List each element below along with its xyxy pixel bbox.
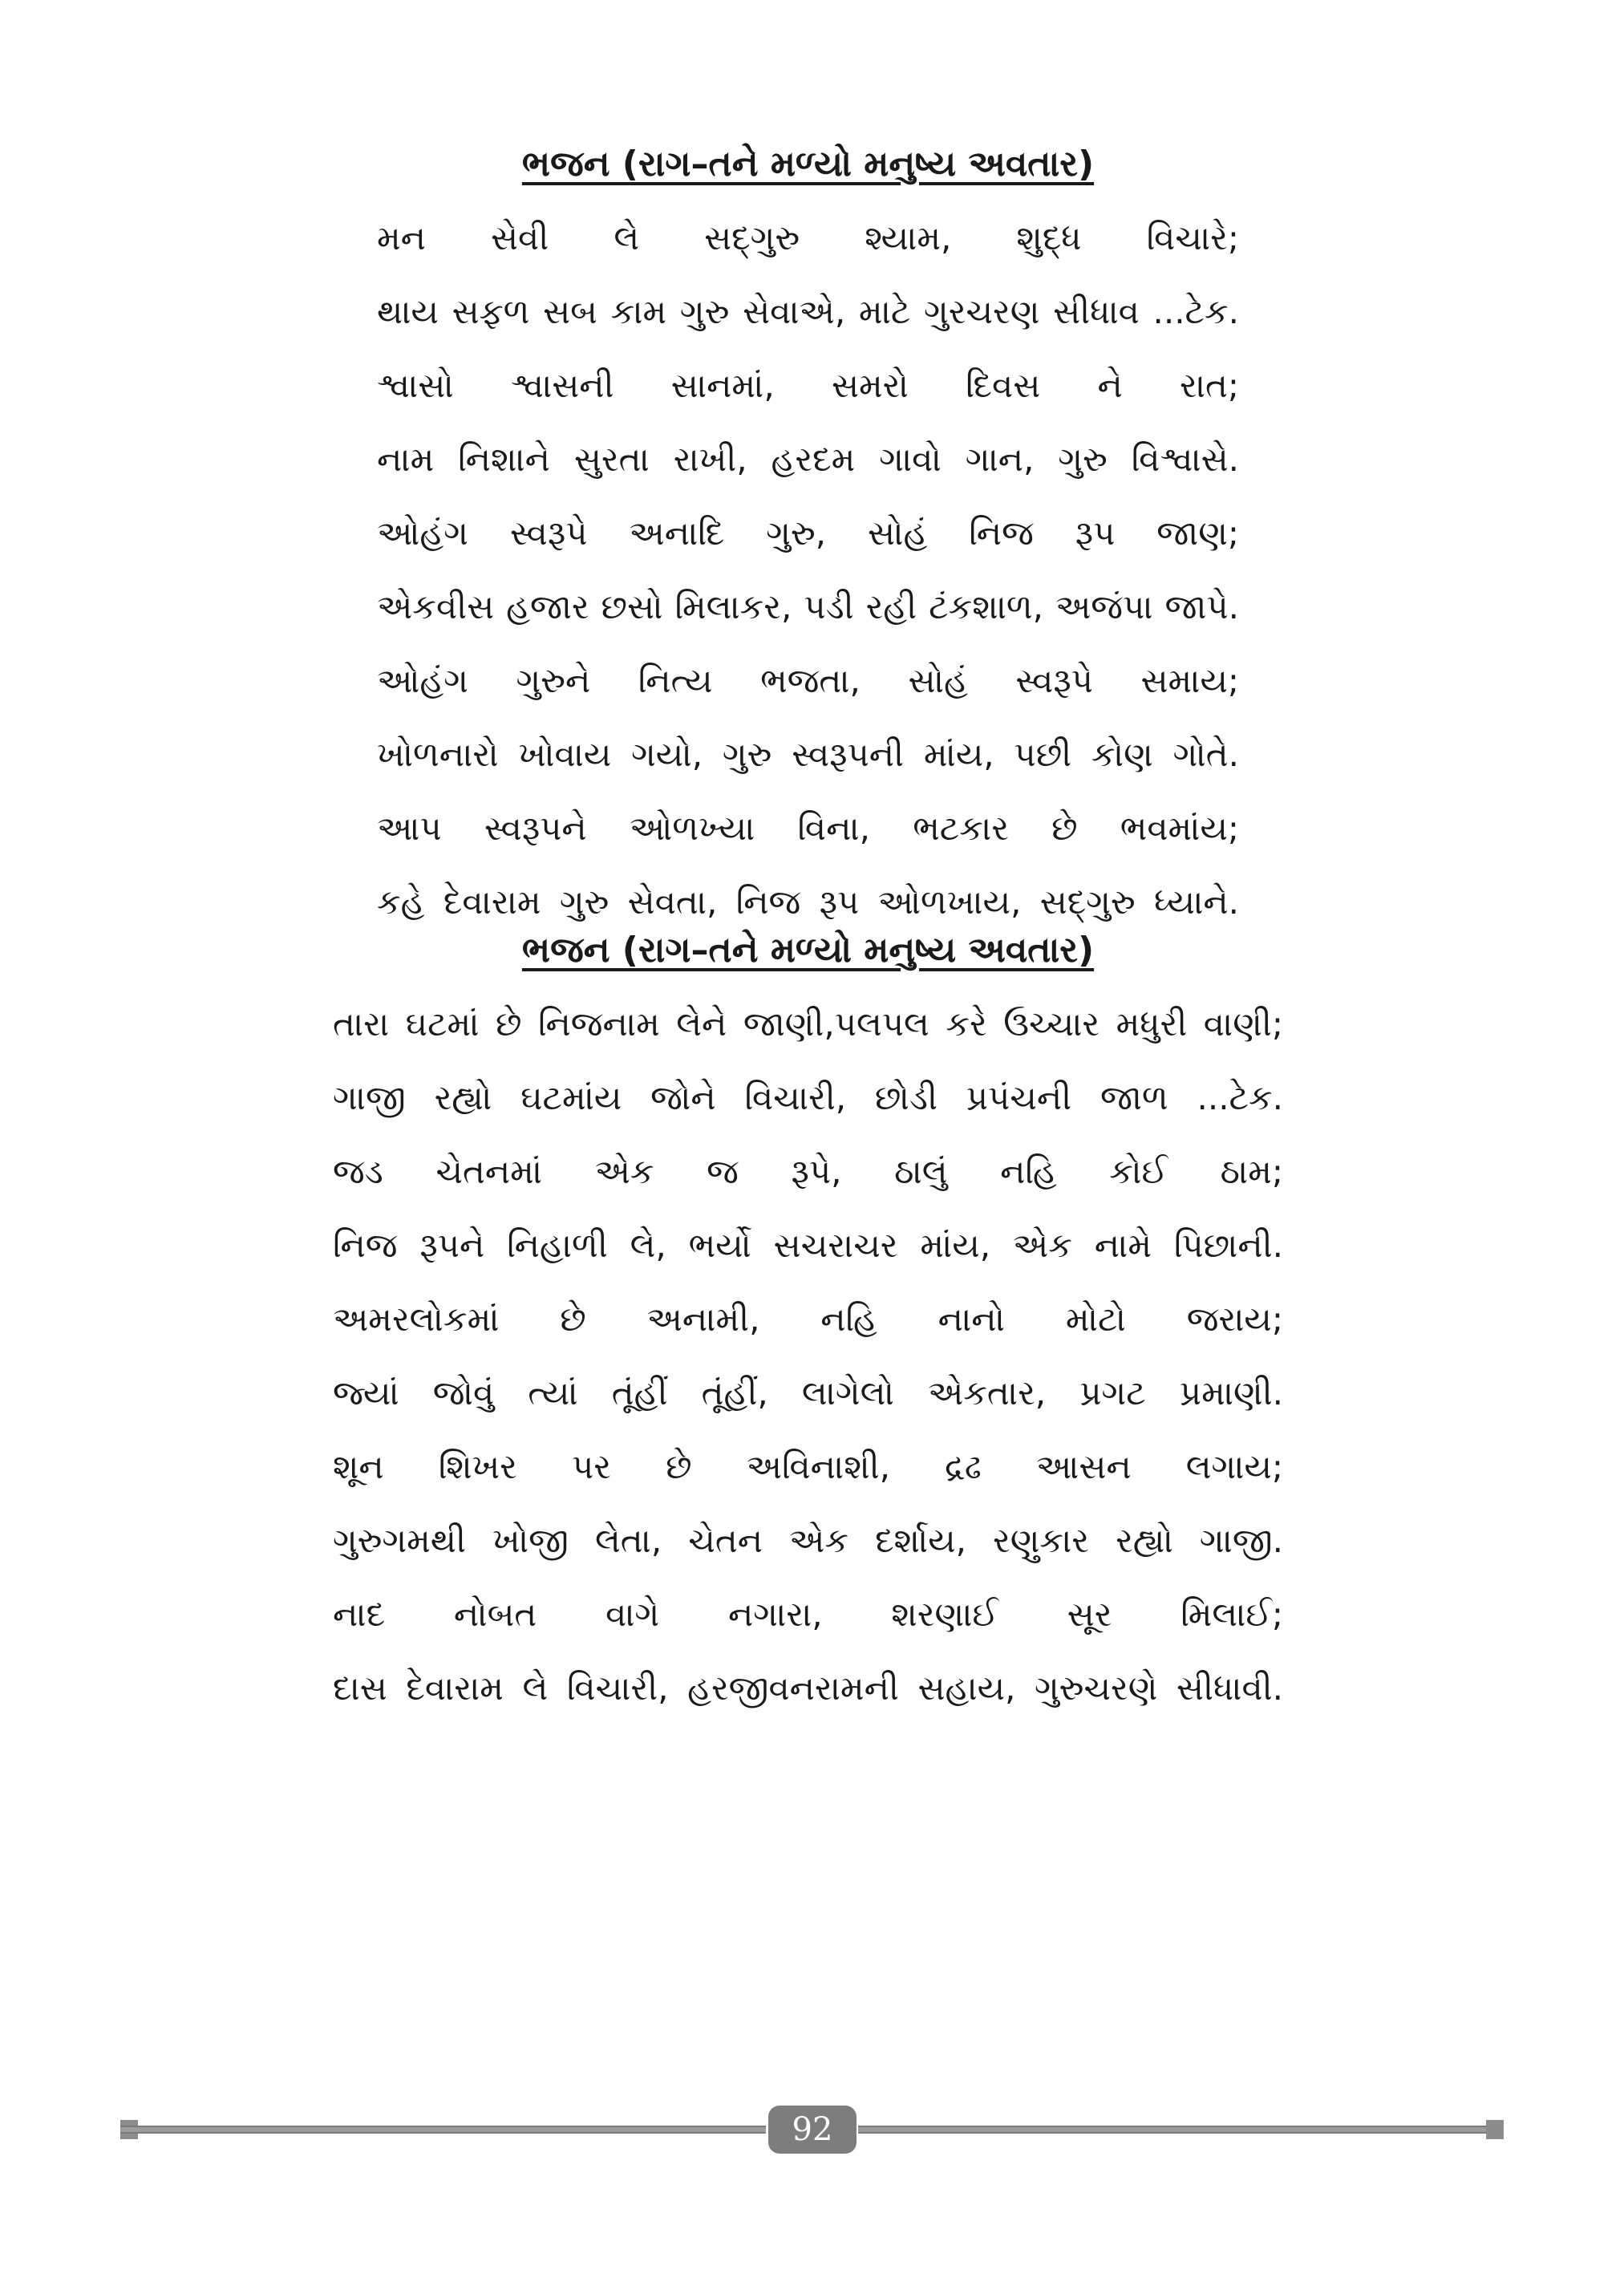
verse-line: ગાજી રહ્યો ઘટમાંય જોને વિચારી, છોડી પ્રપંચની જાળ ...ટેક. <box>333 1078 1283 1117</box>
footer-cap-right <box>1486 2120 1504 2139</box>
page-number: 92 <box>768 2106 857 2154</box>
footer-rule-left <box>120 2126 766 2134</box>
verse-line: ખોળનારો ખોવાય ગયો, ગુરુ સ્વરૂપની માંય, પછી કોણ ગોતે. <box>377 735 1239 774</box>
verse-line: થાય સફળ સબ કામ ગુરુ સેવાએ, માટે ગુરચરણ સીધાવ ...ટેક. <box>377 292 1239 331</box>
verse-line: અમરલોકમાં છે અનામી, નહિ નાનો મોટો જરાય; <box>333 1299 1283 1339</box>
verse-line: ગુરુગમથી ખોજી લેતા, ચેતન એક દર્શાય, રણુકાર રહ્યો ગાજી. <box>333 1521 1283 1560</box>
verse-line: નામ નિશાને સુરતા રાખી, હરદમ ગાવો ગાન, ગુરુ વિશ્વાસે. <box>377 440 1239 479</box>
verse-line: આપ સ્વરૂપને ઓળખ્યા વિના, ભટકાર છે ભવમાંય; <box>377 809 1239 848</box>
verse-line: કહે દેવારામ ગુરુ સેવતા, નિજ રૂપ ઓળખાય, સદ્‌ગુરુ ધ્યાને. <box>377 882 1239 922</box>
verse-line: મન સેવી લે સદ્‌ગુરુ શ્યામ, શુદ્ધ વિચારે; <box>377 218 1239 257</box>
verse-line: ઓહંગ સ્વરૂપે અનાદિ ગુરુ, સોહં નિજ રૂપ જાણ; <box>377 513 1239 553</box>
page-footer <box>120 2106 1504 2154</box>
verse-line: શ્વાસો શ્વાસની સાનમાં, સમરો દિવસ ને રાત; <box>377 366 1239 405</box>
verse-line: નાદ નોબત વાગે નગારા, શરણાઈ સૂર મિલાઈ; <box>333 1595 1283 1634</box>
bhajan-section-2 <box>333 926 1283 1725</box>
verse-line: શૂન શિખર પર છે અવિનાશી, દ્રઢ આસન લગાય; <box>333 1447 1283 1486</box>
verse-line: એકવીસ હજાર છસો મિલાકર, પડી રહી ટંકશાળ, અજંપા જાપે. <box>377 587 1239 626</box>
verse-line: ઓહંગ ગુરુને નિત્ય ભજતા, સોહં સ્વરૂપે સમાય; <box>377 661 1239 700</box>
bhajan-title-1: ભજન (રાગ–તને મળ્યો મનુષ્ય અવતાર) <box>521 144 1095 184</box>
verse-line: જડ ચેતનમાં એક જ રૂપે, ઠાલું નહિ કોઈ ઠામ; <box>333 1152 1283 1191</box>
bhajan-section-1 <box>377 140 1239 939</box>
verse-line: તારા ઘટમાં છે નિજનામ લેને જાણી,પલપલ કરે ઉચ્ચાર મધુરી વાણી; <box>333 1004 1283 1044</box>
footer-rule-right <box>858 2126 1504 2134</box>
verse-line: જ્યાં જોવું ત્યાં તૂંહીં તૂંહીં, લાગેલો એકતાર, પ્રગટ પ્રમાણી. <box>333 1373 1283 1413</box>
verse-line: નિજ રૂપને નિહાળી લે, ભર્યો સચરાચર માંય, એક નામે પિછાની. <box>333 1226 1283 1265</box>
verse-line: દાસ દેવારામ લે વિચારી, હરજીવનરામની સહાય, ગુરુચરણે સીધાવી. <box>333 1668 1283 1708</box>
bhajan-title-2: ભજન (રાગ–તને મળ્યો મનુષ્ય અવતાર) <box>521 930 1095 971</box>
